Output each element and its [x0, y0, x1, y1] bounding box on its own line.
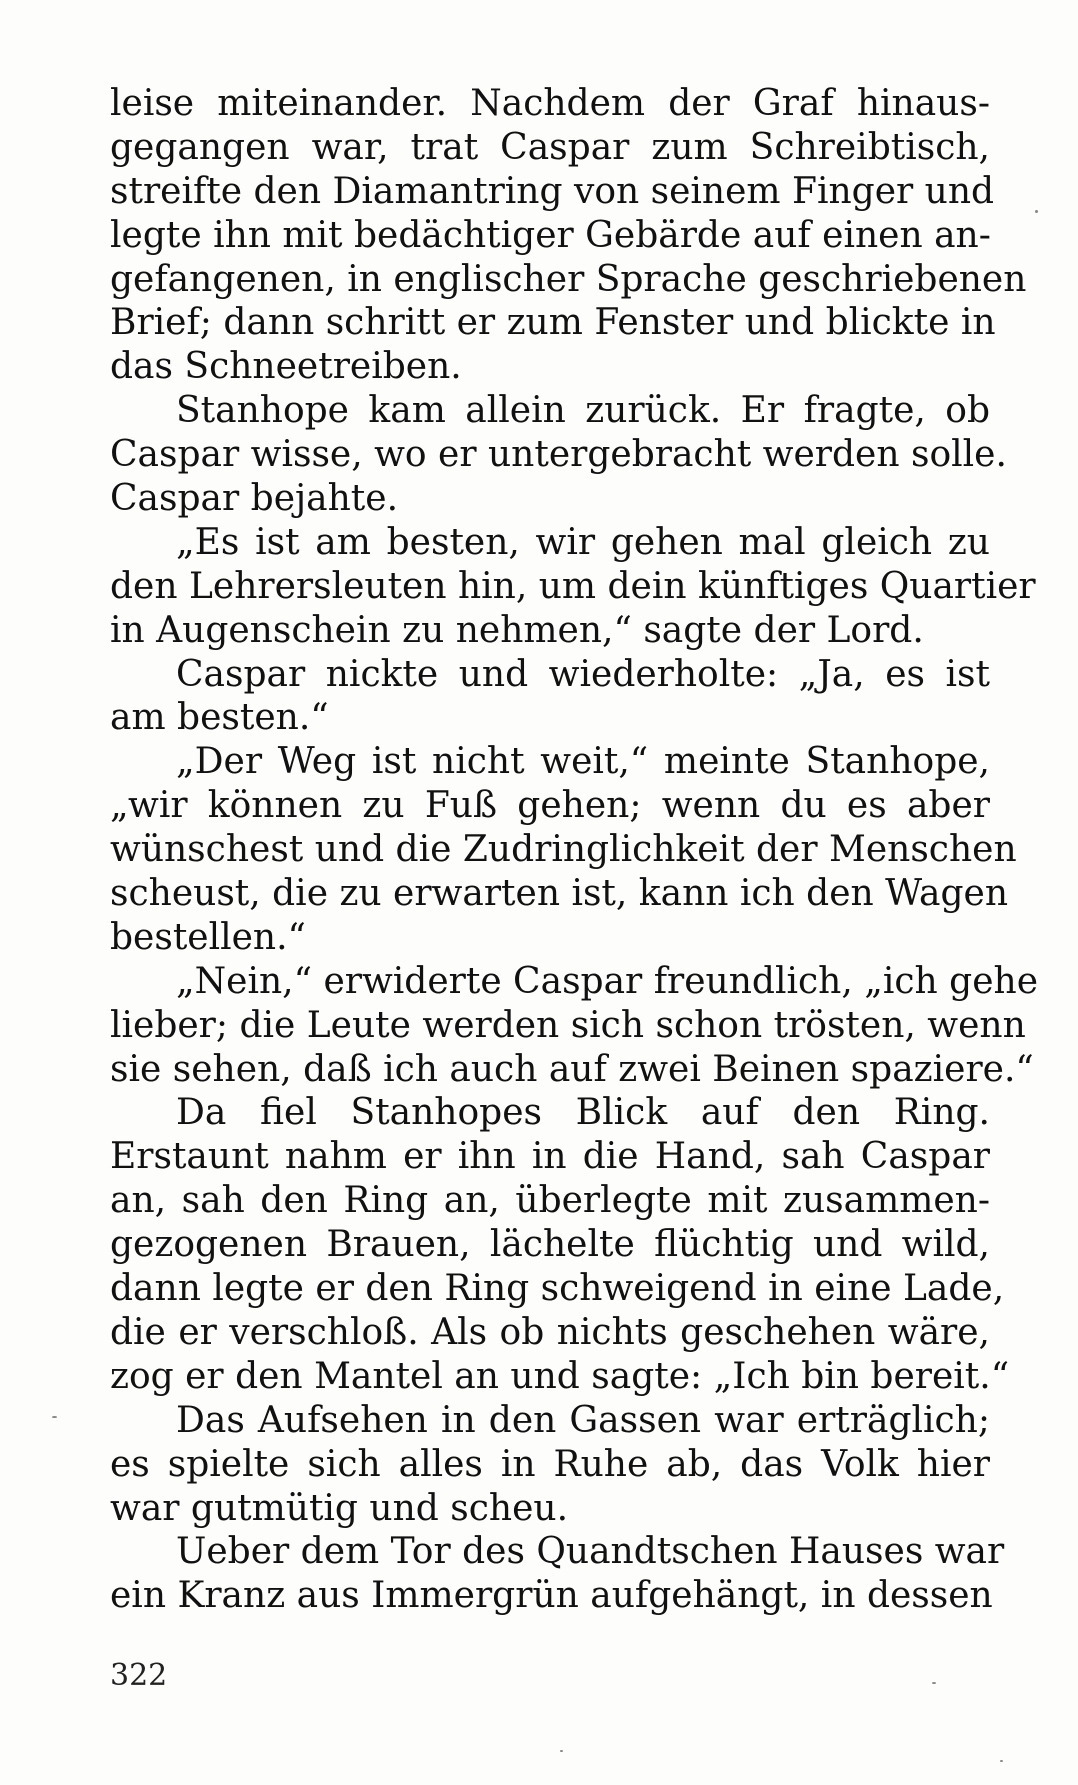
- text-line: bestellen.“: [110, 916, 306, 958]
- text-line: Erstaunt nahm er ihn in die Hand, sah Caspar: [110, 1136, 990, 1178]
- text-line: gezogenen Brauen, lächelte flüchtig und wild,: [110, 1224, 990, 1266]
- scan-speck: [560, 1750, 563, 1752]
- body-text: [110, 82, 1039, 1618]
- scan-speck: [1035, 210, 1038, 213]
- text-line: scheust, die zu erwarten ist, kann ich den Wagen: [110, 873, 1009, 915]
- text-line: Caspar nickte und wiederholte: „Ja, es ist: [176, 653, 990, 695]
- text-line: „wir können zu Fuß gehen; wenn du es aber: [110, 785, 990, 827]
- text-line: „Nein,“ erwiderte Caspar freundlich, „ich gehe: [176, 960, 1039, 1002]
- scan-speck: [1000, 1760, 1003, 1762]
- text-line: streifte den Diamantring von seinem Finger und: [110, 170, 995, 212]
- text-line: es spielte sich alles in Ruhe ab, das Volk hier: [110, 1443, 990, 1485]
- text-line: dann legte er den Ring schweigend in eine Lade,: [110, 1268, 1005, 1310]
- text-line: Caspar bejahte.: [110, 478, 399, 520]
- text-line: den Lehrersleuten hin, um dein künftiges Quartier: [110, 565, 1036, 607]
- text-line: das Schneetreiben.: [110, 346, 462, 388]
- text-line: Das Aufsehen in den Gassen war erträglich;: [176, 1399, 990, 1441]
- text-line: war gutmütig und scheu.: [110, 1487, 569, 1529]
- text-line: an, sah den Ring an, überlegte mit zusammen-: [110, 1180, 990, 1222]
- scan-speck: [932, 1682, 936, 1684]
- text-line: Brief; dann schritt er zum Fenster und blickte in: [110, 302, 996, 344]
- text-line: Stanhope kam allein zurück. Er fragte, ob: [176, 390, 990, 432]
- page-number: 322: [110, 1658, 168, 1693]
- text-line: Da fiel Stanhopes Blick auf den Ring.: [176, 1092, 990, 1134]
- text-line: lieber; die Leute werden sich schon trösten, wenn: [110, 1004, 1026, 1046]
- text-line: Caspar wisse, wo er untergebracht werden solle.: [110, 434, 1007, 476]
- scan-speck: [52, 1416, 57, 1418]
- text-line: sie sehen, daß ich auch auf zwei Beinen spaziere.“: [110, 1048, 1034, 1090]
- text-line: „Der Weg ist nicht weit,“ meinte Stanhope,: [176, 741, 990, 783]
- text-line: wünschest und die Zudringlichkeit der Menschen: [110, 829, 1017, 871]
- text-line: gefangenen, in englischer Sprache geschriebenen: [110, 258, 1027, 300]
- text-line: legte ihn mit bedächtiger Gebärde auf einen an-: [110, 214, 991, 256]
- text-line: leise miteinander. Nachdem der Graf hinaus-: [110, 83, 990, 124]
- text-line: zog er den Mantel an und sagte: „Ich bin bereit.“: [110, 1355, 1010, 1397]
- text-line: ein Kranz aus Immergrün aufgehängt, in dessen: [110, 1575, 993, 1617]
- text-line: „Es ist am besten, wir gehen mal gleich zu: [176, 521, 990, 563]
- text-line: die er verschloß. Als ob nichts geschehen wäre,: [110, 1311, 990, 1353]
- text-line: gegangen war, trat Caspar zum Schreibtisch,: [110, 126, 990, 168]
- text-line: in Augenschein zu nehmen,“ sagte der Lord.: [110, 609, 924, 651]
- text-line: Ueber dem Tor des Quandtschen Hauses war: [176, 1531, 1005, 1573]
- text-line: am besten.“: [110, 697, 329, 739]
